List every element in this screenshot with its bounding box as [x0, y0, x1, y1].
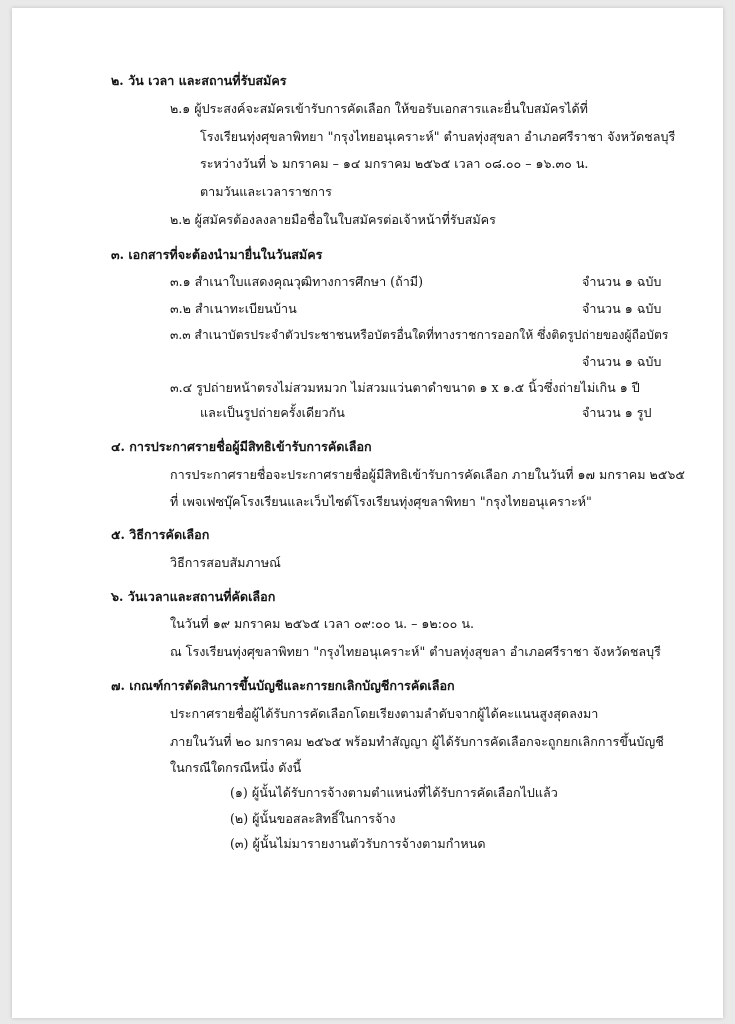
section-7-line-3: ในกรณีใดกรณีหนึ่ง ดังนี้ — [170, 760, 302, 775]
section-3-item-4-line-1: ๓.๔ รูปถ่ายหน้าตรงไม่สวมหมวก ไม่สวมแว่นตาดำขนาด ๑ x ๑.๕ นิ้วซึ่งถ่ายไม่เกิน ๑ ปี — [170, 380, 640, 395]
section-5-heading: ๕. วิธีการคัดเลือก — [111, 527, 210, 542]
section-2-line-5: ๒.๒ ผู้สมัครต้องลงลายมือชื่อในใบสมัครต่อเจ้าหน้าที่รับสมัคร — [170, 212, 496, 227]
section-2-line-4: ตามวันและเวลาราชการ — [200, 184, 332, 199]
section-7-line-1: ประกาศรายชื่อผู้ได้รับการคัดเลือกโดยเรียงตามลำดับจากผู้ได้คะแนนสูงสุดลงมา — [170, 706, 599, 721]
section-4-line-2: ที่ เพจเฟซบุ๊คโรงเรียนและเว็บไซต์โรงเรียนทุ่งศุขลาพิทยา "กรุงไทยอนุเคราะห์" — [170, 494, 592, 509]
section-4-line-1: การประกาศรายชื่อจะประกาศรายชื่อผู้มีสิทธิเข้ารับการคัดเลือก ภายในวันที่ ๑๗ มกราคม ๒๕๖๕ — [170, 467, 685, 482]
section-3-heading: ๓. เอกสารที่จะต้องนำมายื่นในวันสมัคร — [111, 247, 323, 262]
section-4-heading: ๔. การประกาศรายชื่อผู้มีสิทธิเข้ารับการคัดเลือก — [111, 439, 372, 454]
section-3-item-1-quantity: จำนวน ๑ ฉบับ — [582, 274, 662, 289]
section-2-line-2: โรงเรียนทุ่งศุขลาพิทยา "กรุงไทยอนุเคราะห์" ตำบลทุ่งสุขลา อำเภอศรีราชา จังหวัดชลบุรี — [200, 129, 676, 144]
section-7-heading: ๗. เกณฑ์การตัดสินการขึ้นบัญชีและการยกเลิกบัญชีการคัดเลือก — [111, 678, 455, 693]
section-3-item-4-quantity: จำนวน ๑ รูป — [582, 405, 652, 420]
section-5-line-1: วิธีการสอบสัมภาษณ์ — [170, 555, 281, 570]
section-7-case-2: (๒) ผู้นั้นขอสละสิทธิ์ในการจ้าง — [230, 811, 396, 826]
section-3-item-2: ๓.๒ สำเนาทะเบียนบ้าน — [170, 301, 297, 316]
section-3-item-3: ๓.๓ สำเนาบัตรประจำตัวประชาชนหรือบัตรอื่นใดที่ทางราชการออกให้ ซึ่งติดรูปถ่ายของผู้ถือบัตร — [170, 328, 669, 342]
section-3-item-2-quantity: จำนวน ๑ ฉบับ — [582, 301, 662, 316]
section-6-heading: ๖. วันเวลาและสถานที่คัดเลือก — [111, 589, 276, 604]
section-7-line-2: ภายในวันที่ ๒๐ มกราคม ๒๕๖๕ พร้อมทำสัญญา ผู้ได้รับการคัดเลือกจะถูกยกเลิกการขึ้นบัญชี — [170, 734, 664, 749]
document-page — [12, 8, 723, 1018]
section-3-item-3-quantity: จำนวน ๑ ฉบับ — [582, 354, 662, 369]
section-3-item-1: ๓.๑ สำเนาใบแสดงคุณวุฒิทางการศึกษา (ถ้ามี) — [170, 274, 423, 289]
section-7-case-3: (๓) ผู้นั้นไม่มารายงานตัวรับการจ้างตามกำหนด — [230, 836, 486, 851]
section-6-line-2: ณ โรงเรียนทุ่งศุขลาพิทยา "กรุงไทยอนุเคราะห์" ตำบลทุ่งสุขลา อำเภอศรีราชา จังหวัดชลบุรี — [170, 644, 661, 659]
section-7-case-1: (๑) ผู้นั้นได้รับการจ้างตามตำแหน่งที่ได้รับการคัดเลือกไปแล้ว — [230, 785, 558, 800]
section-6-line-1: ในวันที่ ๑๙ มกราคม ๒๕๖๕ เวลา ๐๙:๐๐ น. – ๑๒:๐๐ น. — [170, 616, 474, 631]
section-2-heading: ๒. วัน เวลา และสถานที่รับสมัคร — [111, 73, 287, 88]
section-3-item-4-line-2: และเป็นรูปถ่ายครั้งเดียวกัน — [200, 405, 345, 420]
section-2-line-1: ๒.๑ ผู้ประสงค์จะสมัครเข้ารับการคัดเลือก ให้ขอรับเอกสารและยื่นใบสมัครได้ที่ — [170, 101, 588, 116]
section-2-line-3: ระหว่างวันที่ ๖ มกราคม – ๑๔ มกราคม ๒๕๖๕ เวลา ๐๘.๐๐ – ๑๖.๓๐ น. — [200, 156, 589, 171]
